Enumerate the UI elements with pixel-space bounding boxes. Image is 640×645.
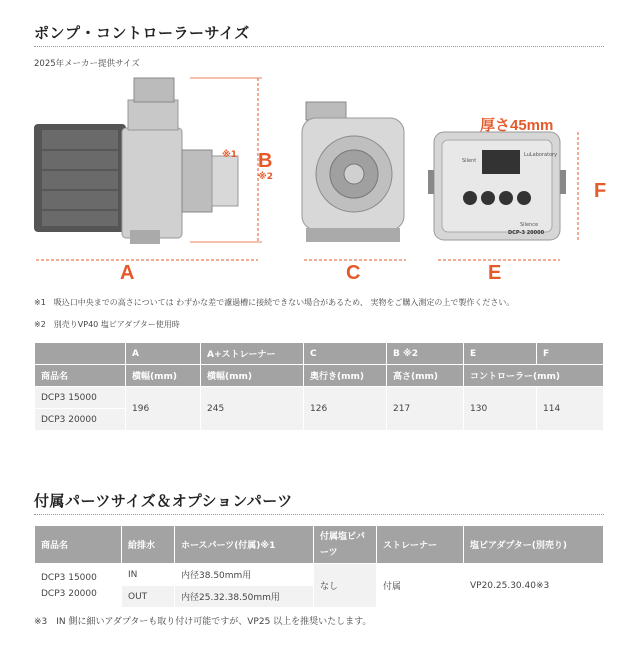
value-cell: 217 xyxy=(387,387,464,431)
table-header-cell: 給排水 xyxy=(122,526,175,564)
table-header-cell: B ※2 xyxy=(387,343,464,365)
type-cell: IN xyxy=(122,564,175,586)
table-header-cell: コントローラー(mm) xyxy=(464,365,604,387)
table-header-cell: 商品名 xyxy=(35,365,126,387)
table-header-cell: ストレーナー xyxy=(377,526,464,564)
model-cell: DCP3 15000 xyxy=(41,572,97,583)
type-cell: OUT xyxy=(122,586,175,608)
thickness-label: 厚さ45mm xyxy=(480,117,554,134)
controller-brand-text: LuLaboratory xyxy=(524,152,558,158)
value-cell: 130 xyxy=(464,387,537,431)
section1-subtitle: 2025年メーカー提供サイズ xyxy=(34,59,140,69)
table-header-cell xyxy=(35,343,126,365)
table-header-cell: 高さ(mm) xyxy=(387,365,464,387)
divider xyxy=(34,46,604,47)
table-header-cell: 付属塩ビパーツ xyxy=(314,526,377,564)
product-dimension-diagram xyxy=(30,70,610,290)
value-cell: 245 xyxy=(201,387,304,431)
dimension-label-c: C xyxy=(346,262,361,284)
table-header-cell: E xyxy=(464,343,537,365)
controller-silent-text: Silent xyxy=(462,158,477,164)
hose-cell: 内径25.32.38.50mm用 xyxy=(175,586,314,608)
hose-cell: 内径38.50mm用 xyxy=(175,564,314,586)
divider xyxy=(34,514,604,515)
value-cell: 114 xyxy=(537,387,604,431)
table-header-cell: 奥行き(mm) xyxy=(304,365,387,387)
model-cell: DCP3 20000 xyxy=(35,409,126,431)
controller-view xyxy=(428,132,566,240)
dimension-label-e: E xyxy=(488,262,502,284)
pump-front-view xyxy=(302,102,404,242)
adapter-cell: VP20.25.30.40※3 xyxy=(464,564,604,608)
table-header-cell: C xyxy=(304,343,387,365)
strainer-cell: 付属 xyxy=(377,564,464,608)
dimension-label-star: ※1 xyxy=(222,150,238,160)
model-cell: DCP3 15000 xyxy=(35,387,126,409)
table-header-cell: 横幅(mm) xyxy=(201,365,304,387)
note-1: ※1 吸込口中央までの高さについては わずかな差で濾過槽に接続できない場合があるため、 実物をご購入測定の上で製作ください。 xyxy=(34,298,515,307)
table-header-cell: 塩ビアダプター(別売り) xyxy=(464,526,604,564)
note-2: ※2 別売りVP40 塩ビアダプター使用時 xyxy=(34,320,180,329)
controller-model-text: DCP-3 20000 xyxy=(508,230,545,236)
model-cell: DCP3 20000 xyxy=(41,588,97,599)
size-table xyxy=(34,342,604,431)
section2-title: 付属パーツサイズ＆オプションパーツ xyxy=(34,492,293,510)
value-cell: 126 xyxy=(304,387,387,431)
dimension-label-a: A xyxy=(120,262,135,284)
table-header-cell: 商品名 xyxy=(35,526,122,564)
value-cell: 196 xyxy=(126,387,201,431)
pump-side-view xyxy=(34,78,238,244)
table-header-cell: ホースパーツ(付属)※1 xyxy=(175,526,314,564)
dimension-label-b: B xyxy=(258,150,273,172)
section1-title: ポンプ・コントローラーサイズ xyxy=(34,24,250,42)
controller-silence-text: Silence xyxy=(520,222,539,228)
table-header-cell: 横幅(mm) xyxy=(126,365,201,387)
table-header-cell: F xyxy=(537,343,604,365)
parts-table xyxy=(34,525,604,608)
note-3: ※3 IN 側に細いアダプターも取り付け可能ですが、VP25 以上を推奨いたします。 xyxy=(34,617,372,627)
dimension-label-b-note: ※2 xyxy=(258,172,274,182)
dimension-label-f: F xyxy=(594,180,607,202)
table-header-cell: A xyxy=(126,343,201,365)
pvc-cell: なし xyxy=(314,564,377,608)
table-header-cell: A+ストレーナー xyxy=(201,343,304,365)
